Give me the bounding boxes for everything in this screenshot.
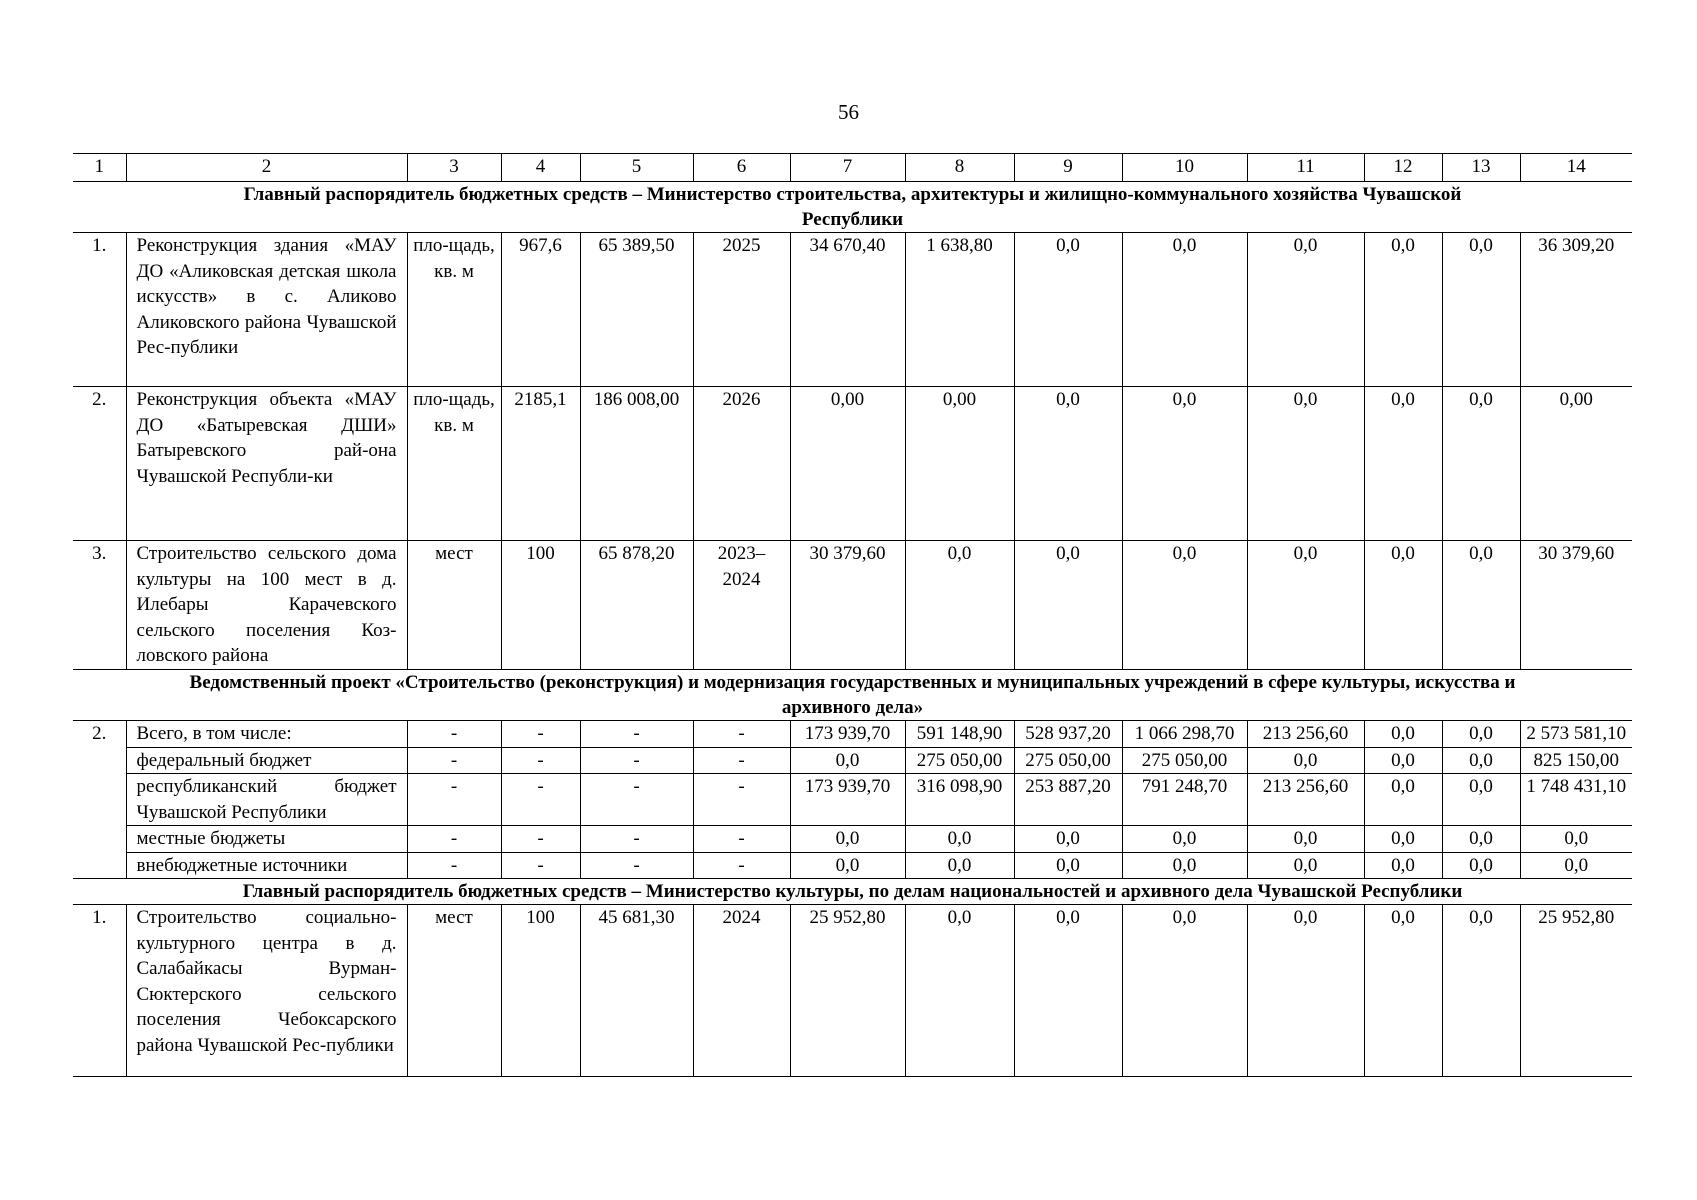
value-col7: 0,0: [790, 852, 905, 879]
section-heading: [73, 670, 1632, 721]
col-header: 9: [1014, 154, 1122, 182]
col-header: 3: [407, 154, 501, 182]
value-col9: 0,0: [1014, 233, 1122, 387]
section-title: Главный распорядитель бюджетных средств – Министерство строительства, архитектуры и жилищно-коммунального хозяйства Чувашской Республики: [73, 182, 1632, 233]
section-title: Ведомственный проект «Строительство (реконструкция) и модернизация государственных и муниципальных учреждений в сфере культуры, искусства и архивного дела»: [73, 670, 1632, 721]
value-col4: -: [501, 774, 580, 826]
source-name: Всего, в том числе:: [126, 721, 407, 748]
value-col6: -: [693, 774, 790, 826]
value-col11: 0,0: [1247, 541, 1364, 670]
value-col14: 0,0: [1520, 852, 1632, 879]
value-col9: 0,0: [1014, 905, 1122, 1077]
object-name: Строительство сельского дома культуры на 100 мест в д. Илебары Карачевского сельского поселения Коз-ловского района: [126, 541, 407, 670]
value-col8: 0,0: [905, 826, 1014, 853]
table-row: [73, 233, 1632, 387]
row-number-empty: [73, 774, 126, 826]
value-col5: -: [580, 826, 693, 853]
table-row: [73, 905, 1632, 1077]
col-header: 13: [1442, 154, 1520, 182]
value-col10: 0,0: [1122, 826, 1247, 853]
table-row: [73, 541, 1632, 670]
row-number-empty: [73, 852, 126, 879]
unit: пло-щадь, кв. м: [407, 233, 501, 387]
value-col3: -: [407, 747, 501, 774]
value-col8: 316 098,90: [905, 774, 1014, 826]
row-number-empty: [73, 747, 126, 774]
value-col9: 0,0: [1014, 852, 1122, 879]
years: 2023–2024: [693, 541, 790, 670]
estimated-cost: 65 878,20: [580, 541, 693, 670]
table-row: [73, 387, 1632, 541]
value-col10: 0,0: [1122, 541, 1247, 670]
value-col9: 528 937,20: [1014, 721, 1122, 748]
value-col12: 0,0: [1364, 852, 1442, 879]
source-name: местные бюджеты: [126, 826, 407, 853]
value-col12: 0,0: [1364, 541, 1442, 670]
col-header: 7: [790, 154, 905, 182]
value-col7: 34 670,40: [790, 233, 905, 387]
row-number: 1.: [73, 233, 126, 387]
object-name: Реконструкция здания «МАУ ДО «Аликовская детская школа искусств» в с. Аликово Аликовского района Чувашской Рес-публики: [126, 233, 407, 387]
unit: мест: [407, 905, 501, 1077]
value-col9: 0,0: [1014, 826, 1122, 853]
value-col3: -: [407, 774, 501, 826]
section-title: Главный распорядитель бюджетных средств – Министерство культуры, по делам национальностей и архивного дела Чувашской Республики: [73, 879, 1632, 905]
value-col13: 0,0: [1442, 387, 1520, 541]
object-name: Строительство социально-культурного центра в д. Салабайкасы Вурман-Сюктерского сельского поселения Чебоксарского района Чувашской Рес-публики: [126, 905, 407, 1077]
page-number: 56: [838, 100, 859, 124]
estimated-cost: 45 681,30: [580, 905, 693, 1077]
value-col11: 213 256,60: [1247, 721, 1364, 748]
value-col8: 0,00: [905, 387, 1014, 541]
source-name: федеральный бюджет: [126, 747, 407, 774]
value-col11: 0,0: [1247, 233, 1364, 387]
col-header: 8: [905, 154, 1014, 182]
unit: пло-щадь, кв. м: [407, 387, 501, 541]
value-col5: -: [580, 721, 693, 748]
column-number-row: [73, 154, 1632, 182]
value-col9: 253 887,20: [1014, 774, 1122, 826]
value-col14: 0,0: [1520, 826, 1632, 853]
value-col3: -: [407, 852, 501, 879]
value-col12: 0,0: [1364, 721, 1442, 748]
col-header: 14: [1520, 154, 1632, 182]
value-col6: -: [693, 721, 790, 748]
value-col12: 0,0: [1364, 387, 1442, 541]
col-header: 6: [693, 154, 790, 182]
value-col7: 30 379,60: [790, 541, 905, 670]
value-col11: 213 256,60: [1247, 774, 1364, 826]
value-col13: 0,0: [1442, 852, 1520, 879]
capacity: 967,6: [501, 233, 580, 387]
value-col5: -: [580, 774, 693, 826]
col-header: 2: [126, 154, 407, 182]
col-header: 12: [1364, 154, 1442, 182]
col-header: 5: [580, 154, 693, 182]
row-number: 1.: [73, 905, 126, 1077]
value-col9: 0,0: [1014, 541, 1122, 670]
value-col8: 1 638,80: [905, 233, 1014, 387]
value-col8: 0,0: [905, 905, 1014, 1077]
value-col13: 0,0: [1442, 826, 1520, 853]
row-number: 2.: [73, 721, 126, 748]
value-col6: -: [693, 826, 790, 853]
value-col7: 0,0: [790, 747, 905, 774]
years: 2024: [693, 905, 790, 1077]
col-header: 10: [1122, 154, 1247, 182]
years: 2025: [693, 233, 790, 387]
section-heading: [73, 182, 1632, 233]
value-col5: -: [580, 852, 693, 879]
value-col8: 0,0: [905, 541, 1014, 670]
value-col8: 591 148,90: [905, 721, 1014, 748]
table-row: [73, 721, 1632, 748]
value-col11: 0,0: [1247, 905, 1364, 1077]
value-col11: 0,0: [1247, 826, 1364, 853]
value-col14: 1 748 431,10: [1520, 774, 1632, 826]
value-col13: 0,0: [1442, 774, 1520, 826]
value-col10: 791 248,70: [1122, 774, 1247, 826]
value-col13: 0,0: [1442, 233, 1520, 387]
value-col13: 0,0: [1442, 721, 1520, 748]
budget-table: [73, 153, 1632, 1077]
value-col4: -: [501, 721, 580, 748]
value-col10: 0,0: [1122, 852, 1247, 879]
value-col14: 2 573 581,10: [1520, 721, 1632, 748]
value-col13: 0,0: [1442, 905, 1520, 1077]
value-col10: 0,0: [1122, 905, 1247, 1077]
source-name: республиканский бюджет Чувашской Республики: [126, 774, 407, 826]
value-col7: 0,00: [790, 387, 905, 541]
value-col4: -: [501, 826, 580, 853]
value-col10: 0,0: [1122, 387, 1247, 541]
value-col5: -: [580, 747, 693, 774]
estimated-cost: 65 389,50: [580, 233, 693, 387]
value-col6: -: [693, 852, 790, 879]
value-col3: -: [407, 721, 501, 748]
value-col14: 825 150,00: [1520, 747, 1632, 774]
row-number-empty: [73, 826, 126, 853]
section-heading: [73, 879, 1632, 905]
capacity: 2185,1: [501, 387, 580, 541]
row-number: 2.: [73, 387, 126, 541]
table-row: [73, 852, 1632, 879]
capacity: 100: [501, 905, 580, 1077]
value-col11: 0,0: [1247, 852, 1364, 879]
value-col4: -: [501, 747, 580, 774]
value-col8: 275 050,00: [905, 747, 1014, 774]
capacity: 100: [501, 541, 580, 670]
years: 2026: [693, 387, 790, 541]
value-col7: 25 952,80: [790, 905, 905, 1077]
value-col14: 25 952,80: [1520, 905, 1632, 1077]
value-col7: 0,0: [790, 826, 905, 853]
table-row: [73, 774, 1632, 826]
col-header: 1: [73, 154, 126, 182]
value-col8: 0,0: [905, 852, 1014, 879]
value-col14: 0,00: [1520, 387, 1632, 541]
value-col12: 0,0: [1364, 774, 1442, 826]
table-row: [73, 747, 1632, 774]
value-col12: 0,0: [1364, 905, 1442, 1077]
value-col13: 0,0: [1442, 747, 1520, 774]
col-header: 4: [501, 154, 580, 182]
value-col13: 0,0: [1442, 541, 1520, 670]
value-col3: -: [407, 826, 501, 853]
value-col7: 173 939,70: [790, 774, 905, 826]
value-col11: 0,0: [1247, 387, 1364, 541]
source-name: внебюджетные источники: [126, 852, 407, 879]
value-col14: 36 309,20: [1520, 233, 1632, 387]
value-col12: 0,0: [1364, 233, 1442, 387]
estimated-cost: 186 008,00: [580, 387, 693, 541]
unit: мест: [407, 541, 501, 670]
value-col12: 0,0: [1364, 826, 1442, 853]
value-col6: -: [693, 747, 790, 774]
value-col14: 30 379,60: [1520, 541, 1632, 670]
value-col10: 275 050,00: [1122, 747, 1247, 774]
value-col10: 1 066 298,70: [1122, 721, 1247, 748]
value-col12: 0,0: [1364, 747, 1442, 774]
value-col11: 0,0: [1247, 747, 1364, 774]
object-name: Реконструкция объекта «МАУ ДО «Батыревская ДШИ» Батыревского рай-она Чувашской Республи-ки: [126, 387, 407, 541]
value-col7: 173 939,70: [790, 721, 905, 748]
table-row: [73, 826, 1632, 853]
row-number: 3.: [73, 541, 126, 670]
col-header: 11: [1247, 154, 1364, 182]
value-col4: -: [501, 852, 580, 879]
value-col9: 275 050,00: [1014, 747, 1122, 774]
value-col10: 0,0: [1122, 233, 1247, 387]
value-col9: 0,0: [1014, 387, 1122, 541]
